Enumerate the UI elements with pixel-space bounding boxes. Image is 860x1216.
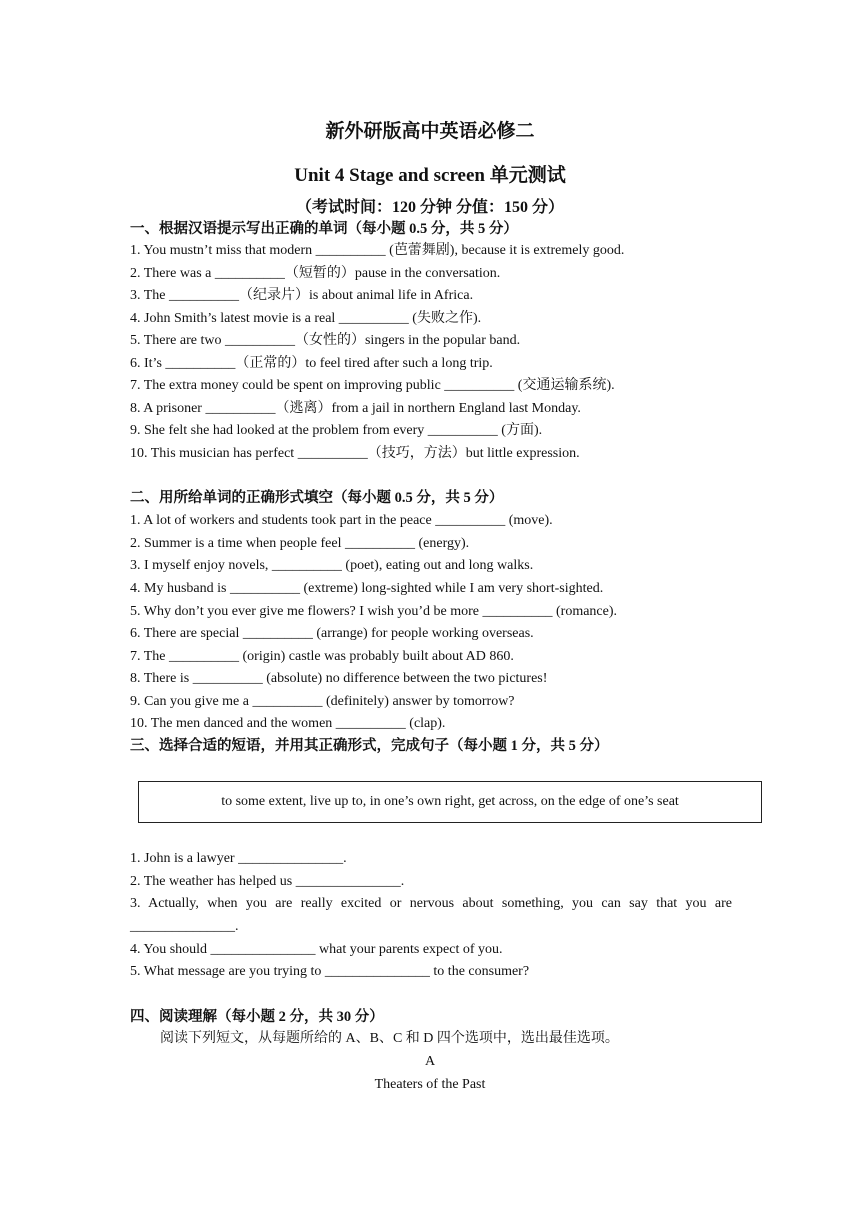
section-1-item: 6. It’s __________（正常的）to feel tired after such a long trip.: [130, 356, 493, 371]
section-2-item: 9. Can you give me a __________ (definitely) answer by tomorrow?: [130, 694, 515, 709]
title-exam-info: （考试时间：120 分钟 分值：150 分）: [295, 199, 564, 216]
section-3-item: 2. The weather has helped us _______________.: [130, 874, 405, 889]
section-2-item: 4. My husband is __________ (extreme) long-sighted while I am very short-sighted.: [130, 581, 604, 596]
title-series: 新外研版高中英语必修二: [325, 121, 535, 142]
passage-label: A: [424, 1054, 436, 1069]
section-2-item: 7. The __________ (origin) castle was probably built about AD 860.: [130, 649, 514, 664]
section-1-heading: 一、根据汉语提示写出正确的单词（每小题 0.5 分，共 5 分）: [130, 221, 518, 237]
title-unit: Unit 4 Stage and screen 单元测试: [294, 165, 566, 186]
section-2-item: 1. A lot of workers and students took part in the peace __________ (move).: [130, 513, 553, 528]
phrase-list: to some extent, live up to, in one’s own right, get across, on the edge of one’s seat: [221, 794, 679, 809]
section-1-item: 10. This musician has perfect __________（技巧，方法）but little expression.: [130, 446, 580, 461]
section-2-item: 6. There are special __________ (arrange) for people working overseas.: [130, 626, 534, 641]
section-3-item: 1. John is a lawyer _______________.: [130, 851, 347, 866]
section-1-item: 7. The extra money could be spent on improving public __________ (交通运输系统).: [130, 378, 615, 393]
section-1-item: 3. The __________（纪录片）is about animal life in Africa.: [130, 288, 474, 303]
section-1-item: 1. You mustn’t miss that modern __________ (芭蕾舞剧), because it is extremely good.: [130, 243, 625, 258]
section-2-item: 10. The men danced and the women __________ (clap).: [130, 716, 446, 731]
section-3-heading: 三、选择合适的短语，并用其正确形式，完成句子（每小题 1 分，共 5 分）: [130, 738, 609, 754]
section-1-item: 2. There was a __________（短暂的）pause in the conversation.: [130, 266, 501, 281]
phrase-word-box: [138, 781, 762, 823]
section-1-item: 5. There are two __________（女性的）singers in the popular band.: [130, 333, 521, 348]
section-2-item: 8. There is __________ (absolute) no difference between the two pictures!: [130, 671, 548, 686]
section-4-heading: 四、阅读理解（每小题 2 分，共 30 分）: [130, 1009, 384, 1025]
section-3-item: 3. Actually, when you are really excited or nervous about something, you can say that you are: [130, 896, 732, 911]
section-1-item: 9. She felt she had looked at the problem from every __________ (方面).: [130, 423, 543, 438]
section-2-item: 5. Why don’t you ever give me flowers? I wish you’d be more __________ (romance).: [130, 604, 618, 619]
section-4-instruction: 阅读下列短文，从每题所给的 A、B、C 和 D 四个选项中，选出最佳选项。: [160, 1031, 619, 1046]
section-2-item: 3. I myself enjoy novels, __________ (poet), eating out and long walks.: [130, 558, 534, 573]
section-3-item-continued: _______________.: [130, 919, 239, 934]
section-2-heading: 二、用所给单词的正确形式填空（每小题 0.5 分，共 5 分）: [130, 490, 504, 506]
section-3-item: 5. What message are you trying to _______________ to the consumer?: [130, 964, 530, 979]
section-1-item: 4. John Smith’s latest movie is a real __________ (失败之作).: [130, 311, 482, 326]
section-1-item: 8. A prisoner __________（逃离）from a jail in northern England last Monday.: [130, 401, 581, 416]
section-3-item: 4. You should _______________ what your parents expect of you.: [130, 942, 503, 957]
passage-title: Theaters of the Past: [374, 1077, 486, 1092]
section-2-item: 2. Summer is a time when people feel __________ (energy).: [130, 536, 470, 551]
